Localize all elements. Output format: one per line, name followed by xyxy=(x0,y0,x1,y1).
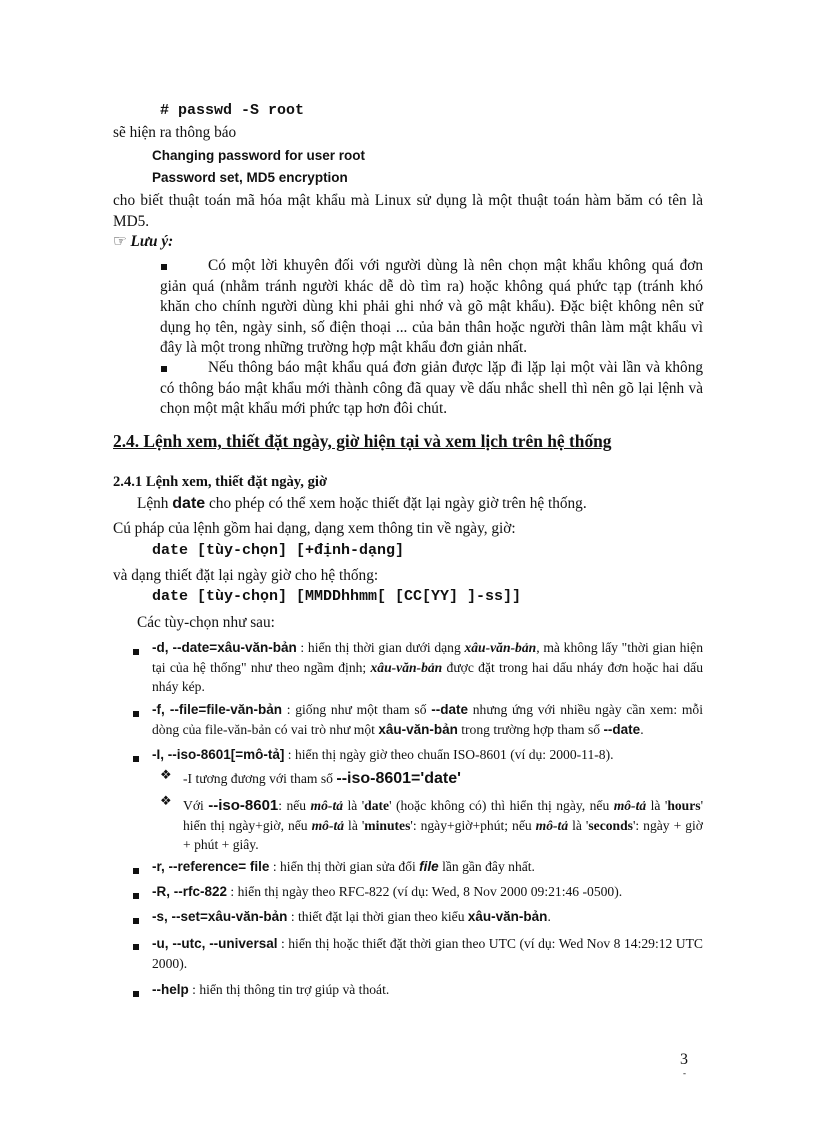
option-R-flag: -R, --rfc-822 xyxy=(152,884,228,899)
option-f-flag: -f, --file=file-văn-bản xyxy=(152,702,282,717)
option-R-text: -R, --rfc-822 : hiển thị ngày theo RFC-822 (ví dụ: Wed, 8 Nov 2000 09:21:46 -0500). xyxy=(152,884,623,899)
date-command-name: date xyxy=(172,495,206,512)
option-d-text: -d, --date=xâu-văn-bản : hiển thị thời gian dưới dạng xâu-văn-bản, mà không lấy "thời gian hiện tại của hệ thống" như theo ngầm định; xâu-văn-bản được đặt trong hai dấu nháy đơn hoặc hai dấu nháy kép. xyxy=(152,640,703,694)
square-bullet-icon xyxy=(133,756,139,762)
option-s-flag: -s, --set=xâu-văn-bản xyxy=(152,909,288,924)
passwd-command: # passwd -S root xyxy=(160,102,305,119)
option-i-sub-2-text: Với --iso-8601: nếu mô-tả là 'date' (hoặc không có) thì hiển thị ngày, nếu mô-tả là 'hours' hiển thị ngày+giờ, nếu mô-tả là 'minutes': ngày+giờ+phút; nếu mô-tả là 'seconds': ngày + giờ + phút + giây. xyxy=(183,797,704,852)
syntax-set-intro: và dạng thiết đặt lại ngày giờ cho hệ thống: xyxy=(113,567,379,584)
section-heading-2-4: 2.4. Lệnh xem, thiết đặt ngày, giờ hiện tại và xem lịch trên hệ thống xyxy=(113,431,612,451)
square-bullet-icon xyxy=(133,649,139,655)
diamond-bullet-icon: ❖ xyxy=(160,768,172,783)
note-2-text: Nếu thông báo mật khẩu quá đơn giản được lặp đi lặp lại một vài lần và không có thông báo mật khẩu mới thành công đã quay về dấu nhắc shell thì nên gõ lại lệnh và chọn một mật khẩu mới phức tạp hơn đôi chút. xyxy=(160,359,703,417)
syntax-view: date [tùy-chọn] [+định-dạng] xyxy=(152,542,405,559)
option-help-text: --help : hiển thị thông tin trợ giúp và thoát. xyxy=(152,982,390,997)
option-r-flag: -r, --reference= file xyxy=(152,859,270,874)
date-intro xyxy=(137,494,587,514)
option-u-flag: -u, --utc, --universal xyxy=(152,936,278,951)
message-intro: sẽ hiện ra thông báo xyxy=(113,124,237,141)
date-intro-text-a: Lệnh xyxy=(137,495,169,512)
square-bullet-icon xyxy=(133,918,139,924)
options-intro: Các tùy-chọn như sau: xyxy=(137,614,275,631)
md5-paragraph: cho biết thuật toán mã hóa mật khẩu mà Linux sử dụng là một thuật toán hàm băm có tên là MD5. xyxy=(113,192,703,230)
message-line-2: Password set, MD5 encryption xyxy=(152,170,348,185)
option-u-text: -u, --utc, --universal : hiển thị hoặc thiết đặt thời gian theo UTC (ví dụ: Wed Nov 8 14:29:12 UTC 2000). xyxy=(152,936,703,971)
option-i-text: -I, --iso-8601[=mô-tả] : hiển thị ngày giờ theo chuẩn ISO-8601 (ví dụ: 2000-11-8). xyxy=(152,747,614,762)
option-i-sub-1-text: -I tương đương với tham số --iso-8601='date' xyxy=(183,770,461,787)
syntax-intro: Cú pháp của lệnh gồm hai dạng, dạng xem thông tin về ngày, giờ: xyxy=(113,520,516,537)
hand-pointer-icon: ☞ xyxy=(113,233,127,250)
message-line-1: Changing password for user root xyxy=(152,148,366,163)
note-label: Lưu ý: xyxy=(130,233,174,250)
option-d-flag: -d, --date=xâu-văn-bản xyxy=(152,640,297,655)
option-f-text: -f, --file=file-văn-bản : giống như một tham số --date nhưng ứng với nhiều ngày cần xem: mỗi dòng của file-văn-bản có vai trò như một xâu-văn-bản trong trường hợp tham số --date. xyxy=(152,702,703,737)
note-heading xyxy=(113,232,173,252)
subsection-heading-2-4-1: 2.4.1 Lệnh xem, thiết đặt ngày, giờ xyxy=(113,474,328,490)
square-bullet-icon xyxy=(133,991,139,997)
page-number: 3 xyxy=(680,1051,688,1068)
square-bullet-icon xyxy=(133,868,139,874)
diamond-bullet-icon: ❖ xyxy=(160,794,172,809)
option-s-text: -s, --set=xâu-văn-bản : thiết đặt lại thời gian theo kiểu xâu-văn-bản. xyxy=(152,909,551,924)
square-bullet-icon xyxy=(133,711,139,717)
square-bullet-icon xyxy=(133,944,139,950)
page-mark: - xyxy=(683,1068,686,1078)
syntax-set: date [tùy-chọn] [MMDDhhmm[ [CC[YY] ]-ss]] xyxy=(152,588,522,605)
date-intro-text-b: cho phép có thể xem hoặc thiết đặt lại ngày giờ trên hệ thống. xyxy=(209,495,587,512)
option-r-text: -r, --reference= file : hiển thị thời gian sửa đổi file lần gần đây nhất. xyxy=(152,859,535,874)
option-help-flag: --help xyxy=(152,982,189,997)
square-bullet-icon xyxy=(133,893,139,899)
option-i-flag: -I, --iso-8601[=mô-tả] xyxy=(152,747,285,762)
note-1-text: Có một lời khuyên đối với người dùng là nên chọn mật khẩu không quá đơn giản quá (nhằm tránh người khác dễ dò tìm ra) hoặc không quá phức tạp (tránh khó khăn cho chính người dùng khi phải ghi nhớ và gõ mật khẩu). Đặc biệt không nên sử dụng họ tên, ngày sinh, số điện thoại ... của bản thân hoặc người thân làm mật khẩu vì đây là một trong những trường hợp mật khẩu đơn giản nhất. xyxy=(160,257,703,356)
